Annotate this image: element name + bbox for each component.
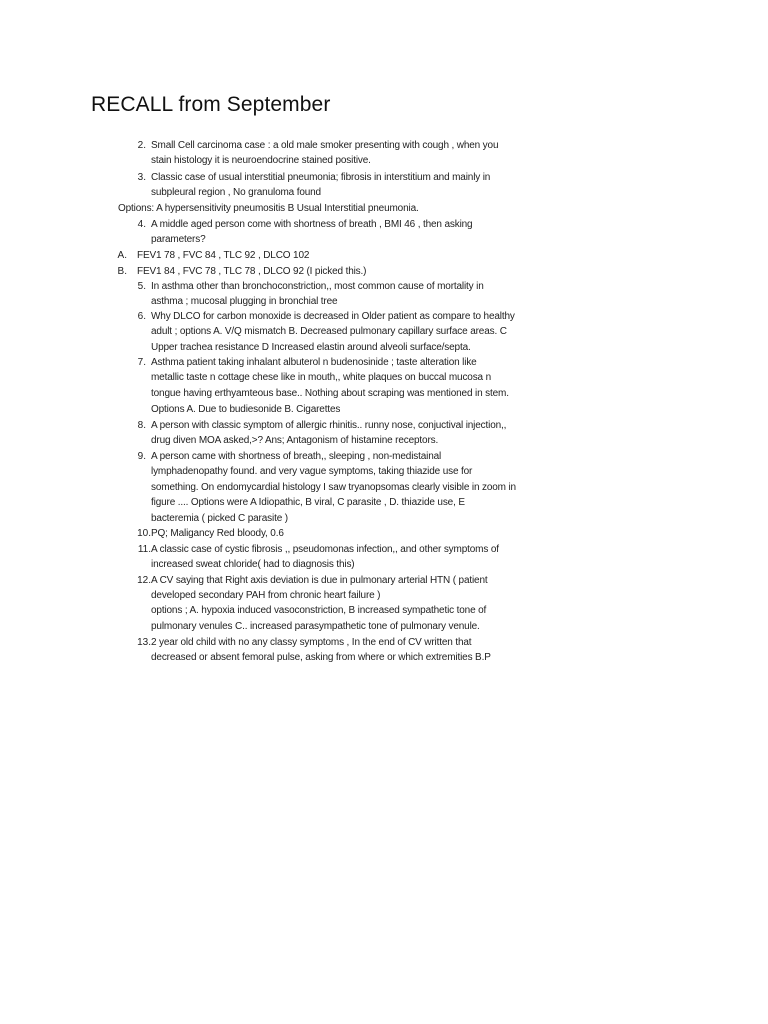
list-item-text-line: A person came with shortness of breath,, sleeping , non-medistainal bbox=[151, 451, 442, 462]
list-item-text-line: increased sweat chloride( had to diagnosis this) bbox=[151, 559, 355, 570]
list-item-marker: 4. bbox=[137, 219, 146, 230]
list-item-marker: 6. bbox=[137, 311, 146, 322]
list-item-text-line: something. On endomycardial histology I saw tryanopsomas clearly visible in zoom in bbox=[151, 482, 516, 493]
list-item-marker: 7. bbox=[137, 357, 146, 368]
list-item-text-line: figure .... Options were A Idiopathic, B viral, C parasite , D. thiazide use, E bbox=[151, 497, 465, 508]
list-item-text-line: Small Cell carcinoma case : a old male smoker presenting with cough , when you bbox=[151, 140, 499, 151]
list-item-text-line: options ; A. hypoxia induced vasoconstriction, B increased sympathetic tone of bbox=[151, 605, 487, 616]
list-item-text-line: subpleural region , No granuloma found bbox=[151, 187, 321, 198]
list-item-text-line: Upper trachea resistance D Increased elastin around alveoli surface/septa. bbox=[151, 342, 471, 353]
list-item-text-line: bacteremia ( picked C parasite ) bbox=[151, 513, 288, 524]
list-item-text-line: A middle aged person come with shortness of breath , BMI 46 , then asking bbox=[151, 219, 473, 230]
list-item-text-line: A classic case of cystic fibrosis ,, pseudomonas infection,, and other symptoms of bbox=[151, 544, 499, 555]
list-item-text-line: Options A. Due to budiesonide B. Cigarettes bbox=[151, 404, 341, 415]
list-item-text-line: tongue having erthyamteous base.. Nothing about scraping was mentioned in stem. bbox=[151, 388, 509, 399]
list-item-text-line: Options: A hypersensitivity pneumositis B Usual Interstitial pneumonia. bbox=[118, 203, 419, 214]
list-item-marker: 2. bbox=[137, 140, 146, 151]
list-item-text-line: In asthma other than bronchoconstriction,, most common cause of mortality in bbox=[151, 281, 484, 292]
list-item-text-line: FEV1 78 , FVC 84 , TLC 92 , DLCO 102 bbox=[137, 250, 310, 261]
list-item-marker: B. bbox=[117, 266, 127, 277]
list-item-text-line: FEV1 84 , FVC 78 , TLC 78 , DLCO 92 (I picked this.) bbox=[137, 266, 367, 277]
list-item-text-line: metallic taste n cottage chese like in mouth,, white plaques on buccal mucosa n bbox=[151, 372, 492, 383]
list-item-text-line: Classic case of usual interstitial pneumonia; fibrosis in interstitium and mainly in bbox=[151, 172, 491, 183]
list-item-marker: 11. bbox=[137, 544, 151, 555]
list-item-marker: 13. bbox=[137, 637, 151, 648]
list-item-text-line: asthma ; mucosal plugging in bronchial tree bbox=[151, 296, 338, 307]
list-item-text-line: lymphadenopathy found. and very vague symptoms, taking thiazide use for bbox=[151, 466, 473, 477]
list-item-text-line: parameters? bbox=[151, 234, 206, 245]
list-item-marker: 12. bbox=[137, 575, 151, 586]
list-item-marker: 9. bbox=[137, 451, 146, 462]
list-item-text-line: PQ; Maligancy Red bloody, 0.6 bbox=[151, 528, 284, 539]
list-item-text-line: drug diven MOA asked,>? Ans; Antagonism of histamine receptors. bbox=[151, 435, 439, 446]
list-item-text-line: Asthma patient taking inhalant albuterol n budenosinide ; taste alteration like bbox=[151, 357, 477, 368]
list-item-marker: 3. bbox=[137, 172, 146, 183]
list-item-text-line: A CV saying that Right axis deviation is due in pulmonary arterial HTN ( patient bbox=[151, 575, 488, 586]
list-item-text-line: adult ; options A. V/Q mismatch B. Decreased pulmonary capillary surface areas. C bbox=[151, 326, 507, 337]
list-item-marker: A. bbox=[117, 250, 127, 261]
list-item-text-line: pulmonary venules C.. increased parasympathetic tone of pulmonary venule. bbox=[151, 621, 480, 632]
list-item-text-line: decreased or absent femoral pulse, asking from where or which extremities B.P bbox=[151, 652, 491, 663]
list-item-marker: 10. bbox=[137, 528, 151, 539]
list-item-marker: 8. bbox=[137, 420, 146, 431]
list-item-text-line: stain histology it is neuroendocrine stained positive. bbox=[151, 155, 371, 166]
page-title: RECALL from September bbox=[91, 93, 331, 116]
list-item-text-line: Why DLCO for carbon monoxide is decreased in Older patient as compare to healthy bbox=[151, 311, 515, 322]
list-item-text-line: 2 year old child with no any classy symptoms , In the end of CV written that bbox=[151, 637, 472, 648]
list-item-marker: 5. bbox=[137, 281, 146, 292]
list-item-text-line: A person with classic symptom of allergic rhinitis.. runny nose, conjuctival injection,, bbox=[151, 420, 507, 431]
list-item-text-line: developed secondary PAH from chronic heart failure ) bbox=[151, 590, 381, 601]
